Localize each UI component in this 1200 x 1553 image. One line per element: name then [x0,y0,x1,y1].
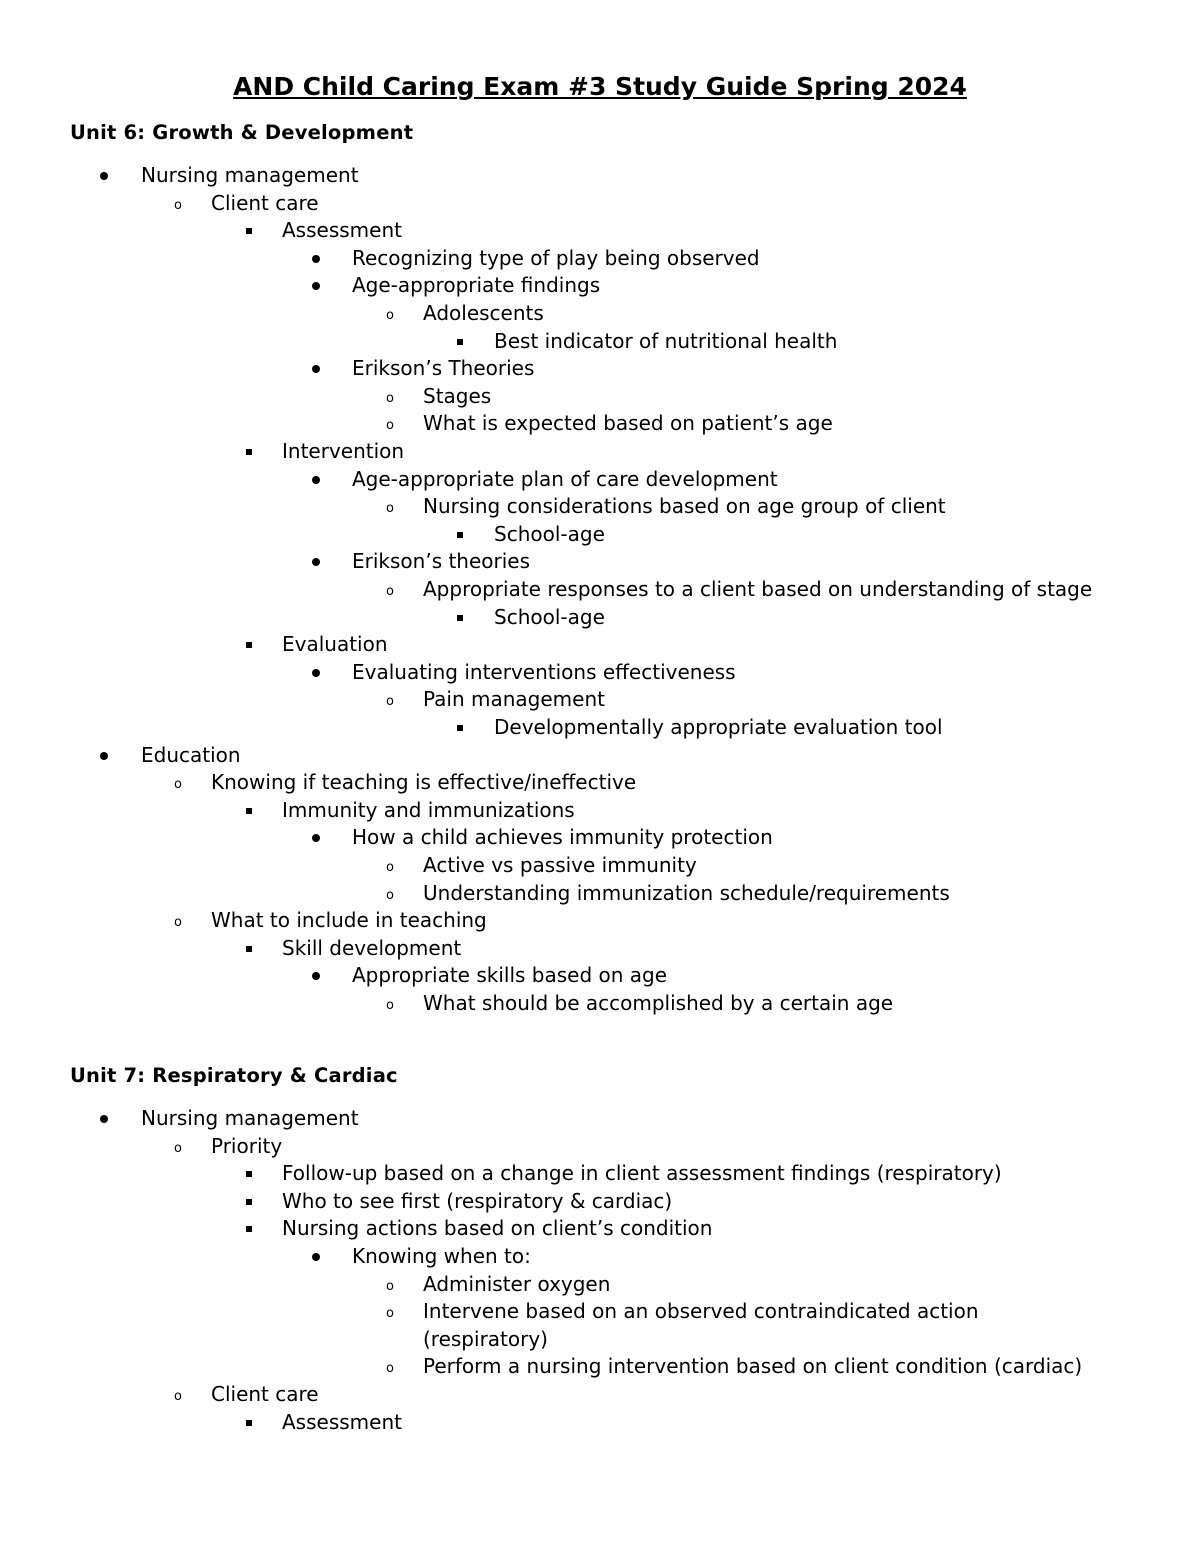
bullet-square-icon [246,1420,252,1426]
list-item-text: Appropriate skills based on age [352,963,668,988]
list-item [423,383,491,411]
list-item-text: Perform a nursing intervention based on client condition (cardiac) [423,1354,1083,1379]
list-item-text: Assessment [282,218,402,243]
bullet-circle-icon: o [174,1140,182,1156]
list-item-text: Evaluating interventions effectiveness [352,659,736,684]
list-item [282,217,402,245]
list-item [423,686,605,714]
bullet-square-icon [246,1199,252,1205]
list-item-text: Priority [211,1133,283,1158]
list-item-text: How a child achieves immunity protection [352,825,773,850]
list-item-text: Follow-up based on a change in client assessment findings (respiratory) [282,1161,1002,1186]
bullet-square-icon [457,532,463,538]
list-item-text: What to include in teaching [211,908,487,933]
bullet-circle-icon: o [386,860,394,875]
bullet-square-icon [246,946,252,952]
bullet-dot-icon [312,972,320,980]
list-item [282,797,575,825]
list-item-text: School-age [494,604,605,629]
list-item-text: Administer oxygen [423,1271,611,1296]
list-item-text: Nursing considerations based on age group of client [423,494,946,519]
list-item-text: Understanding immunization schedule/requirements [423,880,950,905]
bullet-circle-icon: o [386,308,394,323]
list-item [423,880,950,908]
bullet-circle-icon: o [386,418,394,434]
bullet-dot-icon [312,255,320,263]
bullet-square-icon [457,725,463,731]
bullet-dot-icon [100,752,108,760]
bullet-square-icon [246,449,252,455]
section-heading: Unit 7: Respiratory & Cardiac [70,1064,398,1087]
list-item [494,604,605,632]
list-item [423,300,544,328]
list-item-text: Intervention [282,439,405,463]
bullet-circle-icon: o [386,1278,394,1294]
bullet-dot-icon [312,365,320,373]
bullet-dot-icon [312,476,320,484]
list-item-text: Age-appropriate findings [352,273,601,298]
bullet-circle-icon: o [174,777,182,793]
bullet-square-icon [457,615,463,621]
list-item-text: Pain management [423,687,605,712]
list-item-text: Assessment [282,1409,402,1434]
bullet-circle-icon: o [386,390,394,406]
list-item-text: Erikson’s theories [352,549,531,574]
list-item [423,852,697,880]
list-item-text: Nursing actions based on client’s condition [282,1216,713,1241]
list-item-text: Knowing when to: [352,1244,531,1268]
list-item [352,355,534,383]
bullet-dot-icon [312,558,320,566]
list-item [494,714,943,742]
document-title: AND Child Caring Exam #3 Study Guide Spring 2024 [233,72,967,101]
list-item [352,962,667,990]
bullet-circle-icon: o [386,998,394,1013]
list-item-text: Skill development [282,935,462,960]
list-item [423,990,893,1018]
list-item-text: Evaluation [282,632,388,657]
list-item [211,1381,319,1409]
list-item [423,410,833,438]
list-item [352,824,773,852]
list-item [211,1133,282,1161]
bullet-circle-icon: o [386,501,394,517]
bullet-dot-icon [312,1253,320,1261]
bullet-square-icon [246,1226,252,1232]
list-item [282,935,461,963]
list-item-text: Best indicator of nutritional health [494,328,838,353]
list-item-text: Nursing management [141,163,359,187]
list-item-text: Active vs passive immunity [423,853,697,877]
bullet-circle-icon: o [386,584,394,599]
list-item-text: Knowing if teaching is effective/ineffective [211,770,637,795]
list-item [282,631,388,659]
list-item [352,548,530,576]
list-item [211,190,319,218]
list-item [141,162,359,190]
list-item [352,466,778,494]
list-item [282,1409,402,1437]
section-heading: Unit 6: Growth & Development [70,121,414,144]
bullet-circle-icon: o [174,1389,182,1404]
list-item [282,1160,1002,1188]
list-item [494,328,837,356]
list-item [352,272,600,300]
list-item-text: Education [141,742,241,767]
list-item-text: Client care [211,1382,319,1406]
list-item [211,769,636,797]
list-item [282,1215,712,1243]
list-item-text: Intervene based on an observed contraindicated action (respiratory) [423,1299,979,1351]
bullet-dot-icon [312,282,320,290]
list-item [494,521,605,549]
bullet-circle-icon: o [386,1306,394,1322]
bullet-circle-icon: o [386,1361,394,1377]
bullet-dot-icon [100,172,108,180]
bullet-circle-icon: o [386,694,394,710]
list-item [423,493,946,521]
bullet-circle-icon: o [386,887,394,903]
list-item-text: Erikson’s Theories [352,356,535,381]
list-item [423,1271,610,1299]
bullet-square-icon [246,642,252,648]
list-item-text: Age-appropriate plan of care development [352,466,778,491]
list-item-text: What should be accomplished by a certain age [423,991,894,1015]
list-item [352,1243,531,1271]
list-item-text: Immunity and immunizations [282,797,575,822]
list-item-text: What is expected based on patient’s age [423,411,833,436]
list-item [423,1353,1082,1381]
list-item [423,1298,1100,1353]
list-item-text: Stages [423,383,492,408]
list-item-text: Client care [211,190,319,215]
list-item [211,907,487,935]
list-item-text: Nursing management [141,1106,359,1130]
bullet-square-icon [246,1171,252,1177]
bullet-square-icon [246,228,252,234]
list-item [423,576,1092,604]
list-item [141,1105,359,1133]
list-item-text: School-age [494,521,605,546]
bullet-square-icon [246,808,252,814]
list-item [282,438,404,466]
bullet-dot-icon [100,1115,108,1123]
list-item [282,1188,672,1216]
list-item [141,742,241,770]
bullet-dot-icon [312,669,320,677]
list-item-text: Appropriate responses to a client based on understanding of stage [423,577,1093,601]
list-item [352,245,760,273]
bullet-dot-icon [312,834,320,842]
list-item-text: Who to see first (respiratory & cardiac) [282,1188,673,1213]
list-item-text: Recognizing type of play being observed [352,245,760,270]
list-item-text: Adolescents [423,301,544,325]
bullet-square-icon [457,339,463,345]
bullet-circle-icon: o [174,915,182,931]
bullet-circle-icon: o [174,197,182,213]
list-item [352,659,736,687]
list-item-text: Developmentally appropriate evaluation tool [494,715,943,739]
